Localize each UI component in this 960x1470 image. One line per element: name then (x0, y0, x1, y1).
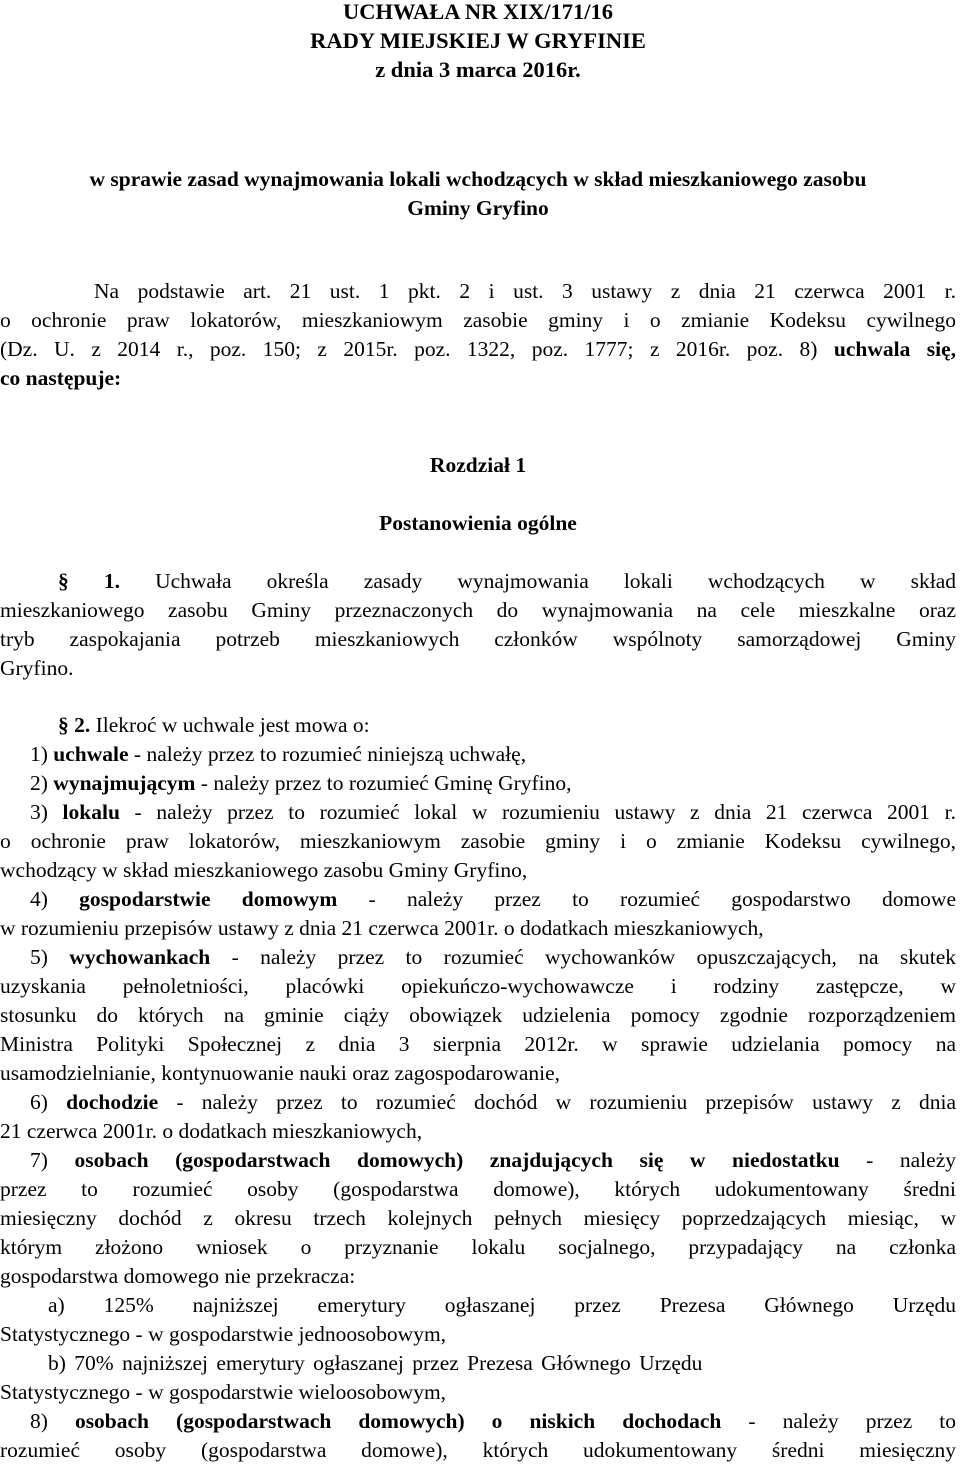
item-term: dochodzie (66, 1090, 159, 1114)
item-7-continuation: którym złożono wniosek o przyznanie lokalu socjalnego, przypadający na członka (0, 1235, 956, 1259)
item-6-continuation: 21 czerwca 2001r. o dodatkach mieszkaniowych, (0, 1119, 423, 1143)
item-7-continuation: miesięczny dochód z okresu trzech kolejnych pełnych miesięcy poprzedzających miesiąc, w (0, 1206, 956, 1230)
definition-item (30, 739, 956, 769)
subitem-b-continuation: Statystycznego - w gospodarstwie wieloosobowym, (0, 1380, 447, 1404)
item-number: 2) (30, 771, 54, 795)
enactment-formula: uchwala się, (833, 337, 956, 361)
item-7-continuation: przez to rozumieć osoby (gospodarstwa domowe), których udokumentowany średni (0, 1177, 956, 1201)
preamble-line-4: co następuje: (0, 366, 122, 390)
preamble-line-3 (0, 334, 956, 364)
item-5-continuation: stosunku do których na gminie ciąży obowiązek udzielenia pomocy zgodnie rozporządzeniem (0, 1003, 956, 1027)
item-term: uchwale (53, 742, 129, 766)
definition-item (30, 1406, 956, 1436)
chapter-title: Rozdział 1 (429, 453, 527, 477)
chapter-subtitle: Postanowienia ogólne (379, 511, 577, 535)
subitem-b: b) 70% najniższej emerytury ogłaszanej przez Prezesa Głównego Urzędu (48, 1351, 703, 1375)
item-number: 5) (30, 945, 70, 969)
par2-sign: § 2. (58, 713, 91, 737)
par2-intro-text: Ilekroć w uchwale jest mowa o: (90, 713, 370, 737)
item-number: 3) (30, 800, 63, 824)
par2-intro (58, 710, 956, 740)
item-number: 7) (30, 1148, 75, 1172)
item-number: 1) (30, 742, 54, 766)
item-5-continuation: Ministra Polityki Społecznej z dnia 3 sierpnia 2012r. w sprawie udzielania pomocy na (0, 1032, 956, 1056)
definition-item (30, 942, 956, 972)
item-3-continuation: o ochronie praw lokatorów, mieszkaniowym zasobie gminy i o zmianie Kodeksu cywilnego, (0, 829, 956, 853)
item-text: - należy przez to rozumieć lokal w rozumieniu ustawy z dnia 21 czerwca 2001 r. (119, 800, 956, 824)
item-text: - należy przez to (721, 1409, 956, 1433)
item-5-continuation: usamodzielnianie, kontynuowanie nauki oraz zagospodarowanie, (0, 1061, 561, 1085)
preamble-text: (Dz. U. z 2014 r., poz. 150; z 2015r. poz. 1322, poz. 1777; z 2016r. poz. 8) (0, 337, 834, 361)
definition-item (30, 1087, 956, 1117)
subitem-a: a) 125% najniższej emerytury ogłaszanej przez Prezesa Głównego Urzędu (48, 1293, 956, 1317)
item-text: - należy przez to rozumieć niniejszą uchwałę, (128, 742, 527, 766)
definition-item (30, 884, 956, 914)
item-number: 6) (30, 1090, 67, 1114)
par1-line-1 (58, 566, 956, 596)
item-text: - należy przez to rozumieć Gminę Gryfino, (195, 771, 572, 795)
par1-line-2: mieszkaniowego zasobu Gminy przeznaczonych do wynajmowania na cele mieszkalne oraz (0, 598, 956, 622)
item-term: gospodarstwie domowym (79, 887, 338, 911)
par1-text: Uchwała określa zasady wynajmowania lokali wchodzących w skład (119, 569, 956, 593)
definition-item (30, 768, 956, 798)
item-text: - należy przez to rozumieć gospodarstwo domowe (337, 887, 956, 911)
item-term: wynajmującym (53, 771, 196, 795)
par1-sign: § 1. (58, 569, 120, 593)
preamble-line-1: Na podstawie art. 21 ust. 1 pkt. 2 i ust. 3 ustawy z dnia 21 czerwca 2001 r. (94, 279, 956, 303)
resolution-date: z dnia 3 marca 2016r. (375, 57, 581, 82)
item-8-continuation: rozumieć osoby (gospodarstwa domowe), których udokumentowany średni miesięczny (0, 1438, 956, 1462)
resolution-number: UCHWAŁA NR XIX/171/16 (342, 0, 614, 24)
definition-item (30, 1145, 956, 1175)
item-4-continuation: w rozumieniu przepisów ustawy z dnia 21 czerwca 2001r. o dodatkach mieszkaniowych, (0, 916, 764, 940)
item-text: - należy (839, 1148, 956, 1172)
definition-item (30, 797, 956, 827)
subject-line-1: w sprawie zasad wynajmowania lokali wchodzących w skład mieszkaniowego zasobu (89, 167, 867, 191)
council-name: RADY MIEJSKIEJ W GRYFINIE (310, 28, 646, 53)
item-term: wychowankach (69, 945, 211, 969)
subitem-a-continuation: Statystycznego - w gospodarstwie jednoosobowym, (0, 1322, 447, 1346)
item-number: 4) (30, 887, 80, 911)
item-term: osobach (gospodarstwach domowych) o niskich dochodach (74, 1409, 722, 1433)
item-3-continuation: wchodzący w skład mieszkaniowego zasobu Gminy Gryfino, (0, 858, 528, 882)
par1-line-3: tryb zaspokajania potrzeb mieszkaniowych członków wspólnoty samorządowej Gminy (0, 627, 956, 651)
item-term: osobach (gospodarstwach domowych) znajdujących się w niedostatku (74, 1148, 840, 1172)
item-5-continuation: uzyskania pełnoletniości, placówki opiekuńczo-wychowawcze i rodziny zastępcze, w (0, 974, 956, 998)
item-text: - należy przez to rozumieć wychowanków opuszczających, na skutek (210, 945, 956, 969)
item-text: - należy przez to rozumieć dochód w rozumieniu przepisów ustawy z dnia (158, 1090, 956, 1114)
preamble-line-2: o ochronie praw lokatorów, mieszkaniowym zasobie gminy i o zmianie Kodeksu cywilnego (0, 308, 956, 332)
par1-line-4: Gryfino. (0, 656, 74, 680)
item-term: lokalu (62, 800, 120, 824)
subject-line-2: Gminy Gryfino (407, 196, 549, 220)
item-7-continuation: gospodarstwa domowego nie przekracza: (0, 1264, 356, 1288)
item-number: 8) (30, 1409, 75, 1433)
